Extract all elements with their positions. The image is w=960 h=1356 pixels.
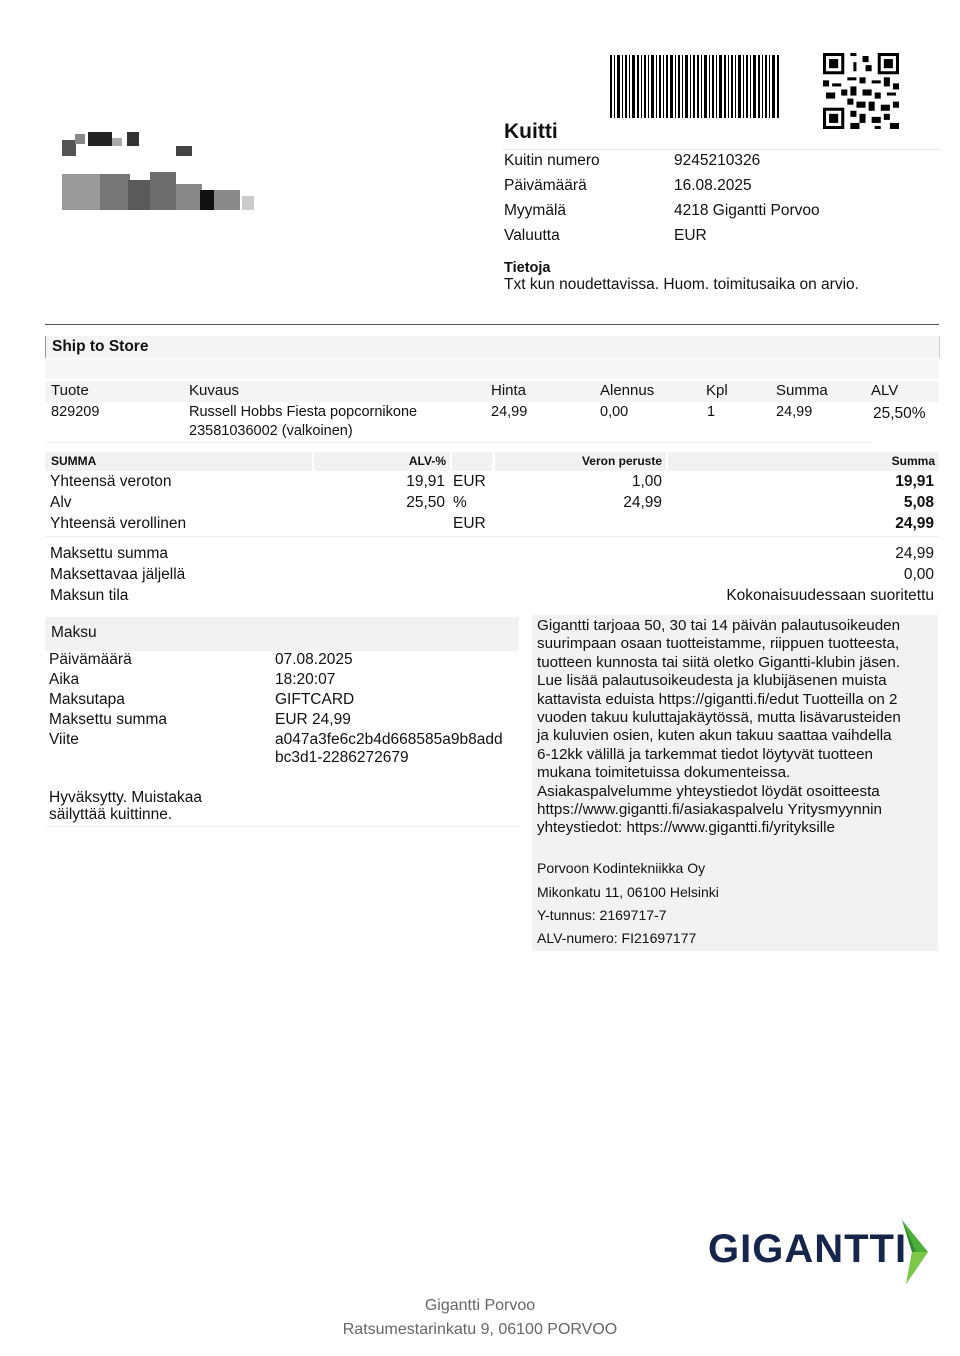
section-divider <box>45 324 939 325</box>
product-vat: 25,50% <box>873 405 926 422</box>
summary-base-net: 1,00 <box>631 473 662 490</box>
company-business-id: Y-tunnus: 2169717-7 <box>537 907 667 923</box>
qr-code-image <box>823 53 899 129</box>
col-header-kpl: Kpl <box>706 382 728 399</box>
col-header-kuvaus: Kuvaus <box>189 382 240 399</box>
info-title: Tietoja <box>504 260 551 276</box>
summary-header-base: Veron peruste <box>495 452 666 471</box>
product-price: 24,99 <box>491 404 528 420</box>
col-header-alennus: Alennus <box>600 382 655 399</box>
currency-value: EUR <box>674 227 707 244</box>
payment-section-divider <box>45 826 519 827</box>
remaining-value: 0,00 <box>903 566 934 583</box>
logo-chevron-icon <box>898 1218 932 1286</box>
summary-header-total: Summa <box>668 452 939 471</box>
receipt-date-label: Päivämäärä <box>504 177 587 194</box>
summary-unit-net: EUR <box>453 473 486 490</box>
summary-total-gross: 24,99 <box>895 515 934 532</box>
payment-status-label: Maksun tila <box>50 587 129 604</box>
header-divider <box>503 149 940 150</box>
summary-label-gross: Yhteensä verollinen <box>50 515 187 532</box>
summary-unit-gross: EUR <box>453 515 486 532</box>
section-spacer <box>45 359 939 379</box>
product-description-sku: 23581036002 (valkoinen) <box>189 423 353 439</box>
receipt-date-row <box>504 177 924 199</box>
product-quantity: 1 <box>707 404 716 420</box>
remaining-label: Maksettavaa jäljellä <box>50 566 186 583</box>
summary-header-summa: SUMMA <box>45 452 312 471</box>
barcode-image <box>610 55 780 118</box>
terms-text: Gigantti tarjoaa 50, 30 tai 14 päivän palautusoikeuden suurimpaan osaan tuotteistamme, riippuen tuotteesta, tuotteen kunnosta tai siitä oletko Gigantti-klubin jäsen. Lue lisää palautusoikeudesta ja klubijäsenen muista kattavista eduista https://gigantti.fi/edut Tuotteilla on 2 vuoden takuu kuluttajakäytössä, mutta lisävarusteiden ja kuluvien osien, kuten akun takuu saattaa vaihdella 6-12kk välillä ja tarkemmat tiedot löytyvät tuotteen mukana toimitetuissa dokumenteissa. Asiakaspalvelumme yhteystiedot löydät osoitteesta https://www.gigantti.fi/asiakaspalvelu Yritysmyynnin yhteystiedot: https://www.gigantti.fi/yrityksille <box>537 617 901 837</box>
summary-unit-vat: % <box>453 494 467 511</box>
summary-label-vat: Alv <box>50 494 72 511</box>
col-header-alv: ALV <box>871 382 899 399</box>
paid-amount-value: 24,99 <box>895 545 934 562</box>
store-row <box>504 202 924 224</box>
summary-header-alv: ALV-% <box>314 452 450 471</box>
paid-amount-label: Maksettu summa <box>50 545 169 562</box>
summary-divider <box>45 536 939 537</box>
section-header <box>45 336 940 358</box>
col-header-summa: Summa <box>776 382 828 399</box>
info-text: Txt kun noudettavissa. Huom. toimitusaika on arvio. <box>504 276 859 293</box>
product-id: 829209 <box>51 404 100 420</box>
summary-total-net: 19,91 <box>895 473 934 490</box>
table-row <box>45 402 872 443</box>
footer-store-address: Ratsumestarinkatu 9, 06100 PORVOO <box>342 1321 618 1338</box>
company-name: Porvoon Kodintekniikka Oy <box>537 860 706 876</box>
footer-store-name: Gigantti Porvoo <box>424 1297 536 1314</box>
product-sum: 24,99 <box>776 404 813 420</box>
store-value: 4218 Gigantti Porvoo <box>674 202 820 219</box>
receipt-number-row <box>504 152 924 174</box>
receipt-date-value: 16.08.2025 <box>674 177 752 194</box>
summary-header-unit <box>452 452 492 471</box>
product-discount: 0,00 <box>600 404 629 420</box>
receipt-number-value: 9245210326 <box>674 152 761 169</box>
receipt-title: Kuitti <box>504 120 558 143</box>
summary-label-net: Yhteensä veroton <box>50 473 172 490</box>
currency-row <box>504 227 924 249</box>
summary-value-net: 19,91 <box>406 473 445 490</box>
section-title: Ship to Store <box>52 338 149 355</box>
col-header-tuote: Tuote <box>51 382 89 399</box>
store-label: Myymälä <box>504 202 567 219</box>
currency-label: Valuutta <box>504 227 560 244</box>
payment-status-value: Kokonaisuudessaan suoritettu <box>726 587 934 604</box>
summary-total-vat: 5,08 <box>903 494 934 511</box>
company-vat-number: ALV-numero: FI21697177 <box>537 930 697 946</box>
summary-base-vat: 24,99 <box>623 494 662 511</box>
summary-value-vat: 25,50 <box>406 494 445 511</box>
payment-section-title: Maksu <box>51 624 97 641</box>
gigantti-logo: GIGANTTI <box>708 1227 908 1271</box>
payment-section-header <box>45 617 519 651</box>
col-header-hinta: Hinta <box>491 382 527 399</box>
company-address: Mikonkatu 11, 06100 Helsinki <box>537 884 719 900</box>
receipt-number-label: Kuitin numero <box>504 152 600 169</box>
product-description: Russell Hobbs Fiesta popcornikone <box>189 404 418 420</box>
